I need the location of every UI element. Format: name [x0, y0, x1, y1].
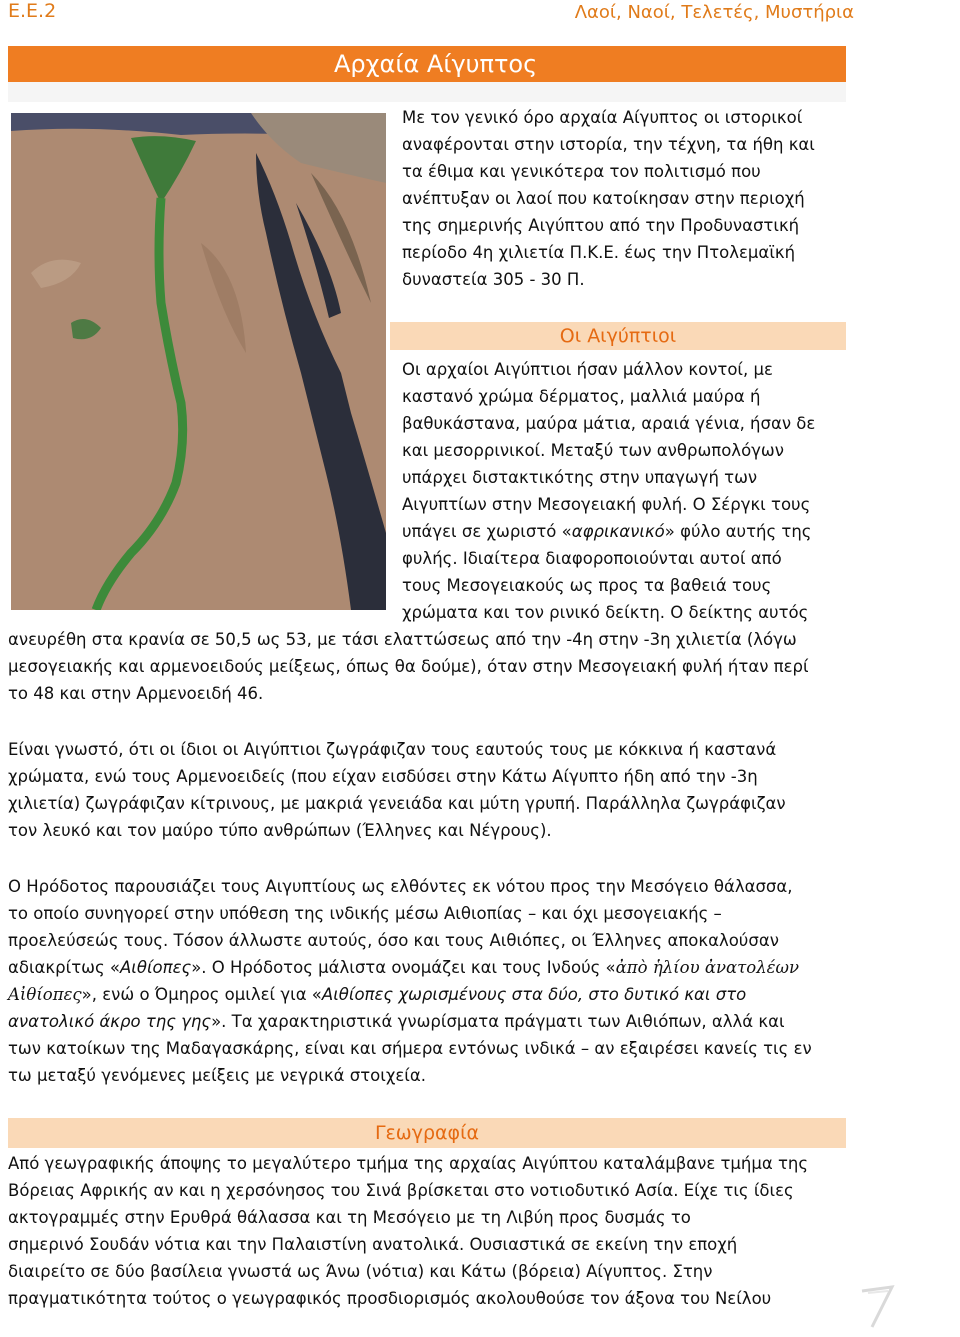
paragraph-line: προελεύσεώς τους. Τόσον άλλωστε αυτούς, όσο και τους Αιθιόπες, οι Έλληνες αποκαλούσαν — [8, 931, 779, 950]
paragraph-line: χιλιετία) ζωγράφιζαν κίτρινους, με μακριά γενειάδα και μύτη γρυπή. Παράλληλα ζωγράφιζαν — [8, 794, 786, 813]
egyptians-line: ανευρέθη στα κρανία σε 50,5 ως 53, με τάσι ελαττώσεως από την -4η στην -3η χιλιετία (λόγω — [8, 630, 797, 649]
intro-line: τα έθιμα και γενικότερα τον πολιτισμό που — [402, 162, 761, 181]
nile-satellite-image — [11, 113, 386, 610]
chapter-title: Αρχαία Αίγυπτος — [334, 50, 538, 78]
paragraph-line: αδιακρίτως «Αιθίοπες». Ο Ηρόδοτος μάλιστα ονομάζει και τους Ινδούς «ἀπὸ ἡλίου ἀνατολέων — [8, 958, 800, 977]
header-running-title: Λαοί, Ναοί, Τελετές, Μυστήρια — [574, 2, 854, 23]
paragraph-line: Ο Ηρόδοτος παρουσιάζει τους Αιγυπτίους ως ελθόντες εκ νότου προς την Μεσόγειο θάλασσα, — [8, 877, 793, 896]
header-section-code: Ε.Ε.2 — [8, 0, 57, 22]
paragraph-geography — [8, 1150, 858, 1312]
intro-line: ανέπτυξαν οι λαοί που κατοίκησαν στην περιοχή — [402, 189, 805, 208]
paragraph-line: ανατολικό άκρο της γης». Τα χαρακτηριστικά γνωρίσματα πράγματι των Αιθιόπων, αλλά και — [8, 1012, 785, 1031]
paragraph-line: Είναι γνωστό, ότι οι ίδιοι οι Αιγύπτιοι ζωγράφιζαν τους εαυτούς τους με κόκκινα ή καστανά — [8, 740, 777, 759]
paragraph-line: χρώματα, ενώ τους Αρμενοειδείς (που είχαν εισδύσει στην Κάτω Αίγυπτο ήδη από την -3η — [8, 767, 758, 786]
paragraph-line: Βόρειας Αφρικής αν και η χερσόνησος του Σινά βρίσκεται στο νοτιοδυτικό Ασία. Είχε τις ίδιες — [8, 1181, 794, 1200]
homer-quote: ανατολικό άκρο της γης — [8, 1012, 212, 1031]
egyptians-line: τους Μεσογειακούς ως προς τα βαθειά τους — [402, 576, 772, 595]
term-african: αφρικανικό — [571, 522, 665, 541]
egyptians-line: βαθυκάστανα, μαύρα μάτια, αραιά γένια, ήσαν δε — [402, 414, 816, 433]
page-number-glyph-icon — [858, 1283, 898, 1333]
intro-line: δυναστεία 305 - 30 Π. — [402, 270, 585, 289]
banner-shadow — [8, 82, 846, 102]
paragraph-line: των κατοίκων της Μαδαγασκάρης, είναι και σήμερα εντόνως ινδικά – αν εξαιρέσει κανείς τις εν — [8, 1039, 812, 1058]
paragraph-line: πραγματικότητα τούτος ο γεωγραφικός προσδιορισμός ακολουθούσε τον άξονα του Νείλου — [8, 1289, 772, 1308]
paragraph-line: διαιρείτο σε δύο βασίλεια γνωστά ως Άνω (νότια) και Κάτω (βόρεια) Αίγυπτος. Στην — [8, 1262, 713, 1281]
paragraph-skin-color — [8, 736, 858, 844]
intro-line: περίοδο 4η χιλιετία Π.Κ.Ε. έως την Πτολεμαϊκή — [402, 243, 796, 262]
ancient-greek-quote: Αἰθίοπες — [8, 985, 82, 1004]
ancient-greek-quote: ἀπὸ ἡλίου ἀνατολέων — [615, 958, 800, 977]
paragraph-line: Αἰθίοπες», ενώ ο Όμηρος ομιλεί για «Αιθίοπες χωρισμένους στα δύο, στο δυτικό και στο — [8, 985, 747, 1004]
egyptians-line: και μεσορρινικοί. Μεταξύ των ανθρωπολόγων — [402, 441, 784, 460]
egyptians-line: καστανό χρώμα δέρματος, μαλλιά μαύρα ή — [402, 387, 761, 406]
satellite-map-icon — [11, 113, 386, 610]
paragraph-herodotus — [8, 873, 858, 1089]
intro-line: Με τον γενικό όρο αρχαία Αίγυπτος οι ιστορικοί — [402, 108, 803, 127]
egyptians-line-7: υπάγει σε χωριστό «αφρικανικό» φύλο αυτής της — [402, 522, 812, 541]
egyptians-paragraph — [402, 356, 842, 626]
page-number-mark — [858, 1283, 898, 1333]
egyptians-line: το 48 και στην Αρμενοειδή 46. — [8, 684, 264, 703]
section-heading-egyptians: Οι Αιγύπτιοι — [390, 322, 846, 350]
section-heading-geography: Γεωγραφία — [8, 1118, 846, 1148]
paragraph-line: το οποίο συνηγορεί στην υπόθεση της ινδικής μέσω Αιθιοπίας – και όχι μεσογειακής – — [8, 904, 722, 923]
egyptians-line: μεσογειακής και αρμενοειδούς μείξεως, όπως θα δούμε), όταν στην Μεσογειακή φυλή ήταν περί — [8, 657, 809, 676]
egyptians-line: φυλής. Ιδιαίτερα διαφοροποιούνται αυτοί από — [402, 549, 782, 568]
paragraph-line: Από γεωγραφικής άποψης το μεγαλύτερο τμήμα της αρχαίας Αιγύπτου καταλάμβανε τμήμα της — [8, 1154, 809, 1173]
paragraph-line: τω μεταξύ γενόμενες μείξεις με νεγρικά στοιχεία. — [8, 1066, 427, 1085]
intro-line: αναφέρονται στην ιστορία, την τέχνη, τα ήθη και — [402, 135, 815, 154]
egyptians-line: υπάρχει διστακτικότης στην υπαγωγή των — [402, 468, 758, 487]
term-aithiopes: Αιθίοπες — [120, 958, 192, 977]
paragraph-line: τον λευκό και τον μαύρο τύπο ανθρώπων (Έλληνες και Νέγρους). — [8, 821, 552, 840]
intro-line: της σημερινής Αιγύπτου από την Προδυναστική — [402, 216, 800, 235]
egyptians-paragraph-continued — [8, 626, 858, 707]
intro-paragraph — [402, 104, 842, 293]
egyptians-line: χρώματα και τον ρινικό δείκτη. Ο δείκτης αυτός — [402, 603, 809, 622]
homer-quote: Αιθίοπες χωρισμένους στα δύο, στο δυτικό και στο — [321, 985, 747, 1004]
egyptians-line: Αιγυπτίων στην Μεσογειακή φυλή. Ο Σέργκι τους — [402, 495, 811, 514]
chapter-banner — [8, 46, 846, 82]
egyptians-line: Οι αρχαίοι Αιγύπτιοι ήσαν μάλλον κοντοί, με — [402, 360, 773, 379]
paragraph-line: ακτογραμμές στην Ερυθρά θάλασσα και τη Μεσόγειο με τη Λιβύη προς δυσμάς το — [8, 1208, 691, 1227]
paragraph-line: σημερινό Σουδάν νότια και την Παλαιστίνη ανατολικά. Ουσιαστικά σε εκείνη την εποχή — [8, 1235, 738, 1254]
